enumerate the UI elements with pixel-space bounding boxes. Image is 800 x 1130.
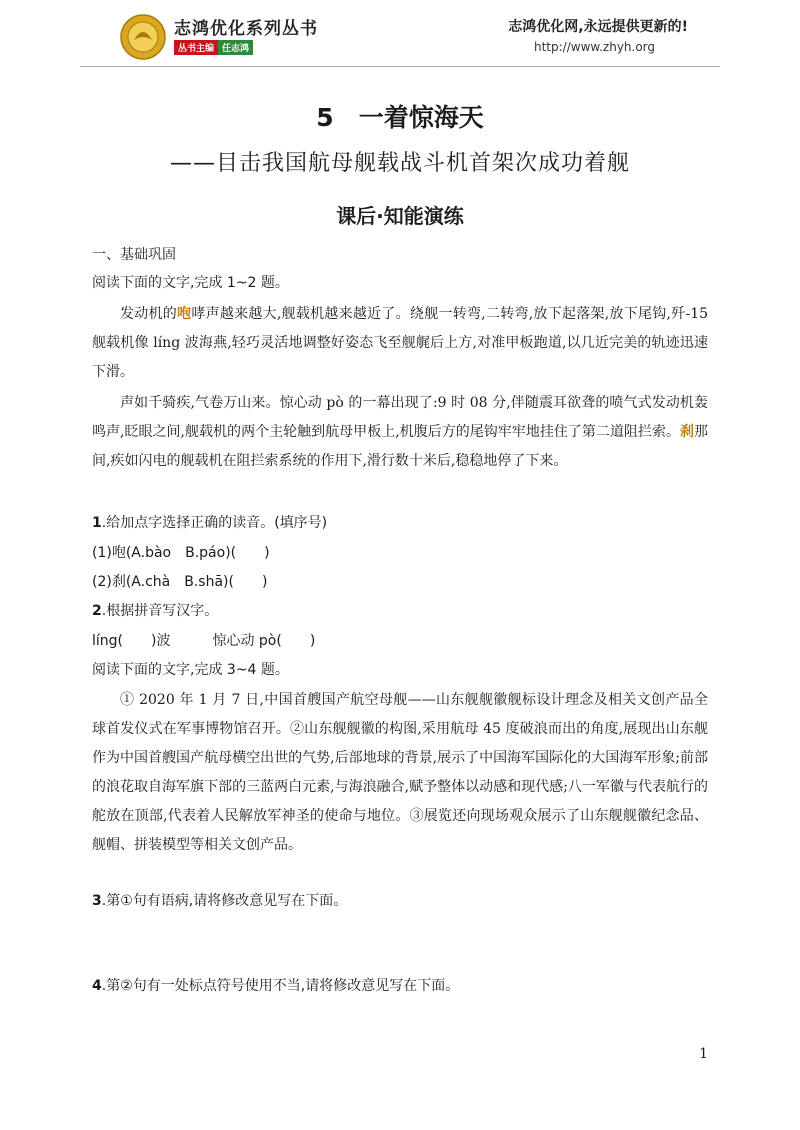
dotted-char-pao: 咆 bbox=[177, 306, 192, 322]
page-number: 1 bbox=[699, 1046, 708, 1062]
instruction-2: 阅读下面的文字,完成 3~4 题。 bbox=[92, 662, 289, 678]
editor-label: 丛书主编 bbox=[174, 40, 218, 55]
question-2-blanks: líng( )波 惊心动 pò( ) bbox=[92, 633, 316, 649]
editor-badge bbox=[174, 40, 253, 55]
header-slogan: 志鸿优化网,永远提供更新的! bbox=[508, 19, 688, 35]
question-1: 1.给加点字选择正确的读音。(填序号) bbox=[92, 515, 328, 531]
lesson-title: 5 一着惊海天 bbox=[316, 103, 484, 132]
passage2: ① 2020 年 1 月 7 日,中国首艘国产航空母舰——山东舰舰徽舰标设计理念及相关文创产品全球首发仪式在军事博物馆召开。②山东舰舰徽的构图,采用航母 45 度破浪而出的角度,展现出山东舰作为中国首艘国产航母横空出世的气势,后部地球的背景,展示了中国海军国际化的大国海军形象;前部的浪花取自海军旗下部的三蓝两白元素,与海浪融合,赋予整体以动感和现代感;八一军徽与代表航行的舵放在顶部,代表着人民解放军神圣的使命与地位。③展览还向现场观众展示了山东舰舰徽纪念品、舰帽、拼装模型等相关文创产品。 bbox=[92, 692, 708, 853]
question-1-option-1: (1)咆(A.bào B.páo)( ) bbox=[92, 545, 270, 561]
publisher-logo-icon bbox=[120, 14, 166, 60]
page-header bbox=[0, 0, 800, 70]
question-4: 4.第②句有一处标点符号使用不当,请将修改意见写在下面。 bbox=[92, 978, 460, 994]
header-url[interactable]: http://www.zhyh.org bbox=[534, 40, 656, 54]
editor-name: 任志鸿 bbox=[218, 40, 253, 55]
lesson-subtitle: ——目击我国航母舰载战斗机首架次成功着舰 bbox=[169, 151, 630, 176]
question-1-option-2: (2)刹(A.chà B.shā)( ) bbox=[92, 574, 268, 590]
instruction-1: 阅读下面的文字,完成 1~2 题。 bbox=[92, 275, 289, 291]
question-3: 3.第①句有语病,请将修改意见写在下面。 bbox=[92, 893, 348, 909]
series-title: 志鸿优化系列丛书 bbox=[174, 19, 318, 39]
passage1-paragraph1: 发动机的咆哮声越来越大,舰载机越来越近了。绕舰一转弯,二转弯,放下起落架,放下尾钩,歼-15 舰载机像 líng 波海燕,轻巧灵活地调整好姿态飞至舰艉后上方,对准甲板跑道,以几近完美的轨迹迅速下滑。 bbox=[92, 306, 709, 380]
dotted-char-cha: 刹 bbox=[679, 424, 694, 440]
section-title: 课后·知能演练 bbox=[336, 204, 464, 228]
part-heading: 一、基础巩固 bbox=[92, 247, 176, 263]
question-2: 2.根据拼音写汉字。 bbox=[92, 603, 219, 619]
header-divider bbox=[80, 66, 720, 67]
passage1-paragraph2: 声如千骑疾,气卷万山来。惊心动 pò 的一幕出现了:9 时 08 分,伴随震耳欲聋的喷气式发动机轰鸣声,眨眼之间,舰载机的两个主轮触到航母甲板上,机腹后方的尾钩牢牢地挂住了第二道阻拦索。刹那间,疾如闪电的舰载机在阻拦索系统的作用下,滑行数十米后,稳稳地停了下来。 bbox=[92, 395, 708, 469]
